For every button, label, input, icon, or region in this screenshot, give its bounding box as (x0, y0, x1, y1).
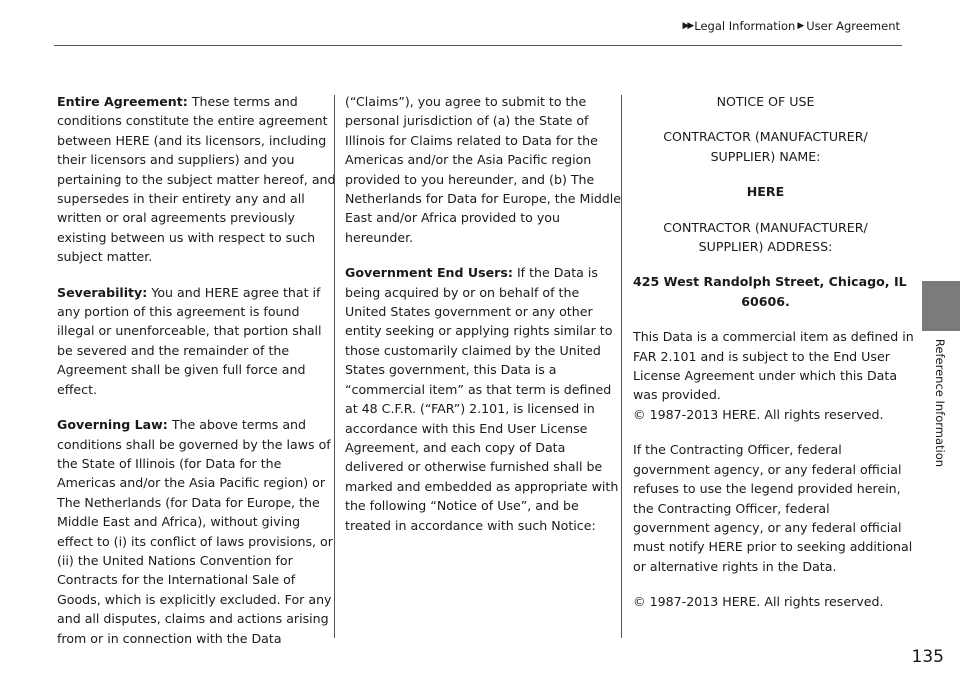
column-divider (334, 95, 335, 638)
column-divider (621, 95, 622, 638)
sidebar-section-label: Reference Information (933, 338, 947, 468)
commercial-item-paragraph: This Data is a commercial item as defined in FAR 2.101 and is subject to the End User License Agreement under which this Data was provided. © 1987-2013 HERE. All rights reserved. (633, 329, 914, 422)
page-number: 135 (911, 647, 944, 667)
column-3 (633, 92, 914, 628)
breadcrumb-section[interactable]: Legal Information (694, 19, 796, 33)
government-end-users-heading: Government End Users: (345, 265, 513, 281)
contractor-address-label: CONTRACTOR (MANUFACTURER/ SUPPLIER) ADDRESS: (663, 219, 868, 255)
governing-law-heading: Governing Law: (57, 417, 168, 433)
header-rule (54, 45, 902, 46)
contracting-officer-paragraph: If the Contracting Officer, federal government agency, or any federal official refuses to use the legend provided herein, the Contracting Officer, federal government agency, or any federal official must notify HERE prior to seeking additional or alternative rights in the Data. (633, 442, 913, 574)
double-arrow-icon: ▶▶ (682, 21, 693, 31)
severability-heading: Severability: (57, 284, 148, 300)
claims-paragraph: (“Claims”), you agree to submit to the personal jurisdiction of (a) the State of Illinois for Claims related to Data for the Americas and/or the Asia Pacific region provided to you hereunder, and (b) The Netherlands for Data for Europe, the Middle East and/or Africa provided to you hereunder. (345, 94, 622, 245)
column-2 (345, 92, 622, 551)
notice-title: NOTICE OF USE (716, 94, 815, 109)
severability-paragraph: Severability: You and HERE agree that if any portion of this agreement is found illegal or unenforceable, that portion shall be severed and the remainder of the Agreement shall be given full force and effect. (57, 284, 322, 397)
contractor-name-label: CONTRACTOR (MANUFACTURER/ SUPPLIER) NAME: (663, 129, 868, 164)
breadcrumb (682, 19, 900, 33)
column-1 (57, 92, 336, 664)
governing-law-paragraph: Governing Law: The above terms and conditions shall be governed by the laws of the State of Illinois (for Data for the Americas and/or the Asia Pacific region) or The Netherlands (for Data for Europe, the Middle East and Africa), without giving effect to (i) its conflict of laws provisions, or (ii) the United Nations Convention for Contracts for the International Sale of Goods, which is explicitly excluded. For any and all disputes, claims and actions arising from or in connection with the Data (57, 417, 333, 646)
section-tab[interactable] (922, 281, 960, 331)
entire-agreement-paragraph: Entire Agreement: These terms and conditions constitute the entire agreement between HERE (and its licensors, including their licensors and suppliers) and you pertaining to the subject matter hereof, and supersedes in their entirety any and all written or oral agreements previously existing between us with respect to such subject matter. (57, 94, 336, 265)
arrow-icon: ▶ (797, 21, 805, 31)
contractor-address-value: 425 West Randolph Street, Chicago, IL 60606. (633, 274, 907, 309)
breadcrumb-subsection[interactable]: User Agreement (806, 19, 900, 33)
government-end-users-paragraph: Government End Users: If the Data is being acquired by or on behalf of the United States government or any other entity seeking or applying rights similar to those customarily claimed by the United States government, this Data is a “commercial item” as that term is defined at 48 C.F.R. (“FAR”) 2.101, is licensed in accordance with this End User License Agreement, and each copy of Data delivered or otherwise furnished shall be marked and embedded as appropriate with the following “Notice of Use”, and be treated in accordance with such Notice: (345, 265, 619, 533)
copyright-line: © 1987-2013 HERE. All rights reserved. (633, 594, 884, 610)
contractor-name-value: HERE (746, 184, 785, 200)
entire-agreement-heading: Entire Agreement: (57, 94, 188, 109)
